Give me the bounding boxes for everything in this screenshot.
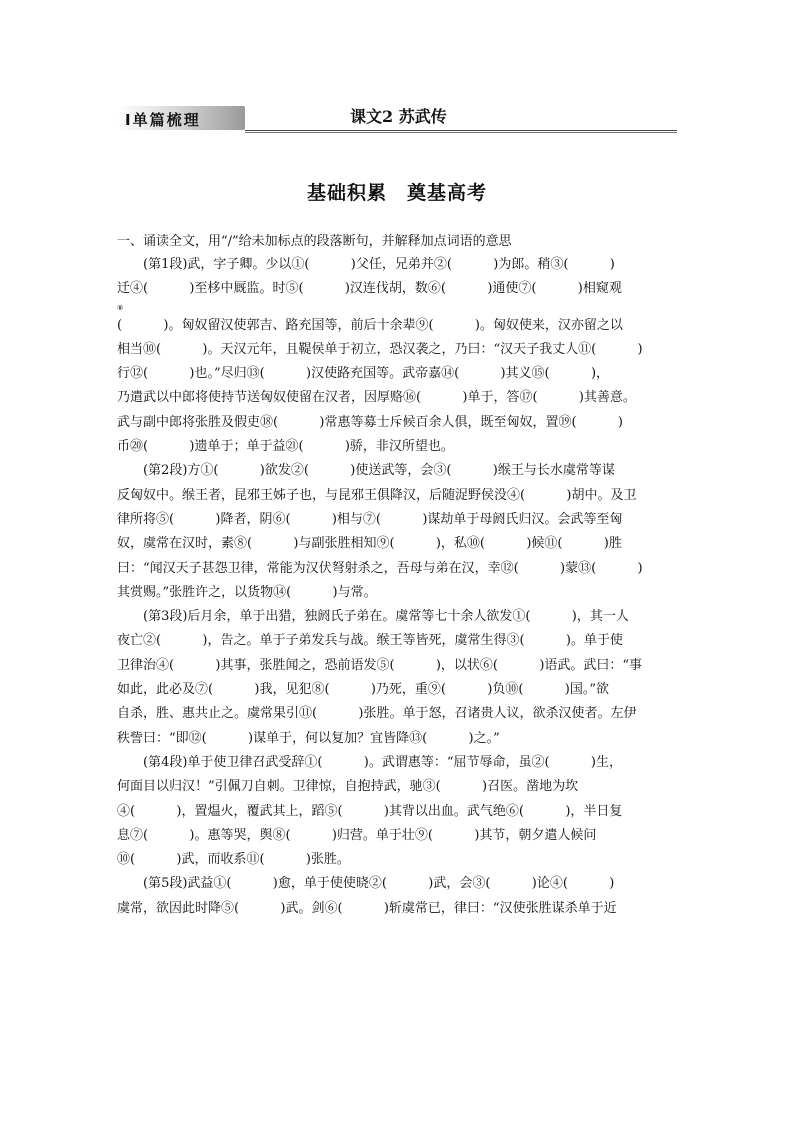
lesson-title: 课文2 苏武传 (350, 107, 447, 126)
header-rule (245, 130, 677, 131)
passage-line: (第3段)后月余，单于出猎，独阏氏子弟在。虞常等七十余人欲发①( )，其一人 (143, 609, 629, 625)
page-header (117, 100, 677, 132)
header-rule-thin (245, 132, 677, 133)
passage-line: ( )。匈奴留汉使郭吉、路充国等，前后十余辈⑨( )。匈奴使来，汉亦留之以 (117, 317, 623, 333)
passage-line: 自杀，胜、惠共止之。虞常果引⑪( )张胜。单于怒，召诸贵人议，欲杀汉使者。左伊 (117, 706, 637, 722)
passage-line: ④( )，置煴火，覆武其上，蹈⑤( )其背以出血。武气绝⑥( )，半日复 (117, 803, 623, 819)
passage-line: (第2段)方①( )欲发②( )使送武等，会③( )缑王与长水虞常等谋 (143, 463, 615, 479)
passage-body (117, 253, 677, 921)
exercise-instruction: 一、诵读全文，用“/”给未加标点的段落断句，并解释加点词语的意思 (117, 234, 512, 249)
passage-line: 迁④( )至栘中厩监。时⑤( )汉连伐胡，数⑥( )通使⑦( )相窥观 (117, 281, 622, 297)
passage-line: 如此，此必及⑦( )我，见犯⑧( )乃死，重⑨( )负⑩( )国。”欲 (117, 682, 610, 698)
section-tab-label: Ⅰ单篇梳理 (125, 111, 201, 129)
footnote-marker: ⑧ (117, 303, 124, 312)
passage-line: 曰：“闻汉天子甚怨卫律，常能为汉伏弩射杀之，吾母与弟在汉，幸⑫( )蒙⑬( ) (117, 560, 643, 576)
passage-line: 虞常，欲因此时降⑤( )武。剑⑥( )斩虞常已，律曰：“汉使张胜谋杀单于近 (117, 900, 617, 916)
passage-line: 其赏赐。”张胜许之，以货物⑭( )与常。 (117, 584, 377, 600)
passage-line: 行⑫( )也。”尽归⑬( )汉使路充国等。武帝嘉⑭( )其义⑮( )， (117, 366, 610, 382)
passage-line: (第1段)武，字子卿。少以①( )父任，兄弟并②( )为郎。稍③( ) (143, 257, 615, 272)
passage-line: 乃遣武以中郎将使持节送匈奴使留在汉者，因厚赂⑯( )单于，答⑰( )其善意。 (117, 390, 636, 406)
passage-line: (第5段)武益①( )愈，单于使使晓②( )武，会③( )论④( ) (143, 876, 615, 892)
passage-line: 秩訾曰：“即⑫( )谋单于，何以复加？宜皆降⑬( )之。” (117, 730, 500, 746)
passage-line: 相当⑩( )。天汉元年，且鞮侯单于初立，恐汉袭之，乃曰：“汉天子我丈人⑪( ) (117, 341, 643, 357)
passage-line: 币⑳( )遗单于；单于益㉑( )骄，非汉所望也。 (117, 439, 454, 455)
passage-line: (第4段)单于使卫律召武受辞①( )。武谓惠等：“屈节辱命，虽②( )生， (143, 754, 622, 770)
passage-line: 反匈奴中。缑王者，昆邪王姊子也，与昆邪王俱降汉，后随浞野侯没④( )胡中。及卫 (117, 487, 637, 503)
passage-line: 何面目以归汉！”引佩刀自刺。卫律惊，自抱持武，驰③( )召医。凿地为坎 (117, 779, 579, 795)
passage-line: 息⑦( )。惠等哭，舆⑧( )归营。单于壮⑨( )其节，朝夕遣人候问 (117, 827, 597, 843)
passage-line: ⑩( )武，而收系⑪( )张胜。 (117, 852, 350, 868)
section-tab (117, 106, 245, 130)
passage-line: 律所将⑤( )降者，阴⑥( )相与⑦( )谋劫单于母阏氏归汉。会武等至匈 (117, 511, 623, 527)
passage-line: 奴，虞常在汉时，素⑧( )与副张胜相知⑨( )，私⑩( )候⑪( )胜 (117, 536, 622, 552)
passage-line: 夜亡②( )，告之。单于子弟发兵与战。缑王等皆死，虞常生得③( )。单于使 (117, 633, 623, 649)
section-heading: 基础积累 奠基高考 (306, 182, 487, 204)
passage-line: 武与副中郎将张胜及假吏⑱( )常惠等募士斥候百余人俱，既至匈奴，置⑲( ) (117, 414, 623, 430)
passage-line: 卫律治④( )其事，张胜闻之，恐前语发⑤( )，以状⑥( )语武。武曰：“事 (117, 657, 643, 673)
